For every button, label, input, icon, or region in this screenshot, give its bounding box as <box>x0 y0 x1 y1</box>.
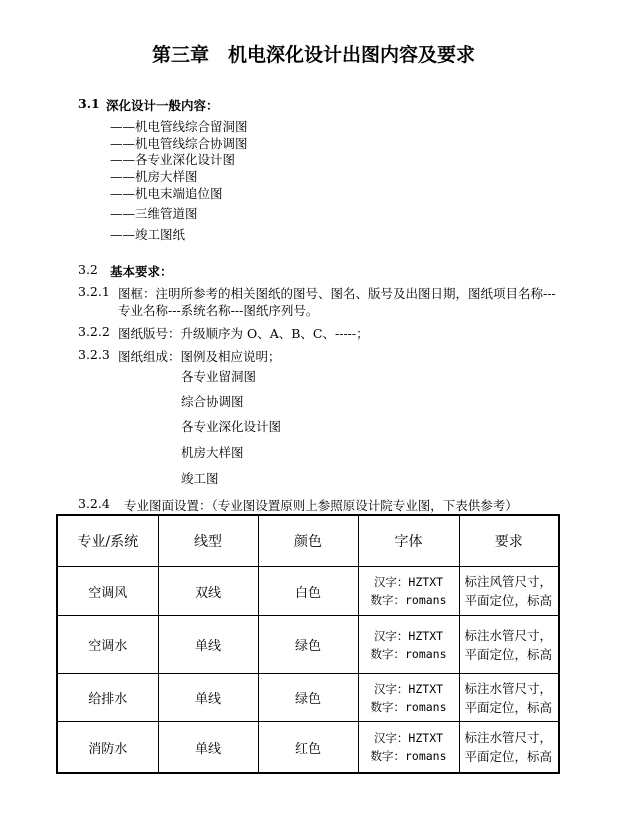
section-3-2-1-number: 3.2.1 <box>78 284 110 299</box>
req-line: 平面定位，标高 <box>464 593 553 608</box>
list-item: 竣工图 <box>181 471 219 486</box>
table-row <box>57 616 559 674</box>
table-cell: 单线 <box>158 616 258 674</box>
req-line: 标注水管尺寸， <box>464 680 553 696</box>
table-header-cell: 专业/系统 <box>57 515 158 567</box>
table-cell: 绿色 <box>258 616 358 674</box>
table-cell: 绿色 <box>258 674 358 722</box>
table-header-cell: 线型 <box>158 515 258 567</box>
font-line: 汉字：HZTXT <box>373 575 444 589</box>
table-header-cell: 颜色 <box>258 515 358 567</box>
table-cell: 双线 <box>158 567 258 616</box>
req-line: 平面定位，标高 <box>464 749 553 764</box>
section-3-2-heading: 基本要求： <box>110 264 173 279</box>
table-cell <box>459 674 559 722</box>
list-item: ——各专业深化设计图 <box>110 152 236 167</box>
list-item: ——竣工图纸 <box>110 227 186 242</box>
table-cell: 空调水 <box>57 616 158 674</box>
req-line: 标注水管尺寸， <box>464 730 553 745</box>
font-line: 数字：romans <box>370 646 447 661</box>
list-item: ——机房大样图 <box>110 169 198 184</box>
list-item: ——三维管道图 <box>110 206 198 221</box>
font-line: 汉字：HZTXT <box>373 731 444 745</box>
table-cell: 空调风 <box>57 567 158 616</box>
list-item: ——机电管线综合协调图 <box>110 136 248 151</box>
req-line: 标注水管尺寸， <box>464 627 553 643</box>
table-row <box>57 722 559 774</box>
table-cell <box>459 567 559 616</box>
table-cell <box>358 722 459 774</box>
req-line: 平面定位，标高 <box>464 699 553 715</box>
section-3-2-2-text: 图纸版号：升级顺序为 O、A、B、C、-----； <box>118 326 369 341</box>
table-cell <box>459 722 559 774</box>
table-cell: 白色 <box>258 567 358 616</box>
section-3-2-3-number: 3.2.3 <box>78 347 110 362</box>
table-cell: 单线 <box>158 674 258 722</box>
section-3-2-2-number: 3.2.2 <box>78 324 110 339</box>
section-3-2-1-line2: 专业名称---系统名称---图纸序列号。 <box>118 303 319 318</box>
table-row <box>57 674 559 722</box>
table-cell: 消防水 <box>57 722 158 774</box>
list-item: ——机电管线综合留洞图 <box>110 119 248 134</box>
req-line: 平面定位，标高 <box>464 646 553 662</box>
font-line: 数字：romans <box>370 593 447 607</box>
font-line: 数字：romans <box>370 749 447 763</box>
section-3-2-4-number: 3.2.4 <box>78 496 110 511</box>
list-item: ——机电末端追位图 <box>110 186 223 201</box>
table-cell <box>459 616 559 674</box>
section-3-2-4-text: 专业图面设置：（专业图设置原则上参照原设计院专业图，下表供参考） <box>124 498 518 513</box>
req-line: 标注风管尺寸， <box>464 574 553 589</box>
table-row <box>57 567 559 616</box>
drawing-settings-table <box>56 514 560 774</box>
table-cell: 单线 <box>158 722 258 774</box>
chapter-title: 第三章 机电深化设计出图内容及要求 <box>151 44 475 66</box>
table-cell <box>358 674 459 722</box>
section-3-2-3-text: 图纸组成：图例及相应说明； <box>118 349 281 364</box>
section-3-1-heading: 深化设计一般内容： <box>106 98 219 113</box>
table-cell: 给排水 <box>57 674 158 722</box>
list-item: 综合协调图 <box>181 394 244 409</box>
list-item: 机房大样图 <box>181 445 244 460</box>
section-3-2-1-line1: 图框：注明所参考的相关图纸的图号、图名、版号及出图日期，图纸项目名称--- <box>118 286 556 301</box>
table-header-cell: 字体 <box>358 515 459 567</box>
list-item: 各专业深化设计图 <box>181 419 282 434</box>
font-line: 汉字：HZTXT <box>373 681 444 696</box>
table-cell <box>358 616 459 674</box>
section-3-2-number: 3.2 <box>78 262 98 277</box>
font-line: 汉字：HZTXT <box>373 628 444 643</box>
table-cell <box>358 567 459 616</box>
font-line: 数字：romans <box>370 699 447 714</box>
list-item: 各专业留洞图 <box>181 369 257 384</box>
table-header-cell: 要求 <box>459 515 559 567</box>
table-cell: 红色 <box>258 722 358 774</box>
section-3-1-number: 3.1 <box>78 96 100 111</box>
